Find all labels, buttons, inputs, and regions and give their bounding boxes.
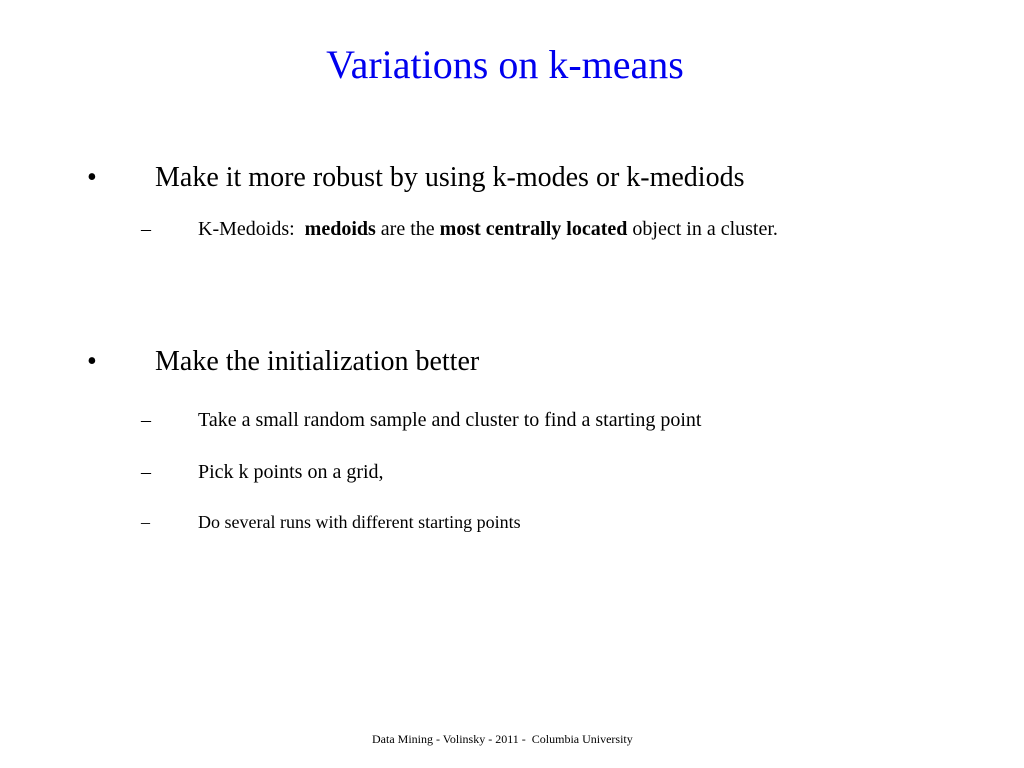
subitem-text: [198, 216, 778, 242]
slide-title: Variations on k-means: [326, 42, 684, 87]
dash-marker-icon: –: [141, 461, 151, 483]
subitem-segment: are the: [375, 218, 440, 240]
bullet-text: Make the initialization better: [155, 346, 480, 377]
slide-footer: Data Mining - Volinsky - 2011 - Columbia University: [372, 732, 633, 746]
dash-marker-icon: –: [141, 512, 150, 532]
subitem-segment-bold: medoids: [304, 218, 376, 240]
subitem-segment: K-Medoids:: [198, 218, 305, 240]
subitem-text: Do several runs with different starting points: [198, 512, 521, 532]
subitem-text: Take a small random sample and cluster to find a starting point: [198, 409, 702, 431]
subitem-segment-bold: most centrally located: [439, 218, 628, 240]
dash-marker-icon: –: [141, 409, 151, 431]
bullet-text: Make it more robust by using k-modes or k-mediods: [155, 162, 745, 193]
subitem-segment: object in a cluster.: [627, 218, 778, 240]
bullet-marker-icon: •: [87, 346, 97, 377]
bullet-marker-icon: •: [87, 162, 97, 193]
subitem-text: Pick k points on a grid,: [198, 461, 384, 483]
dash-marker-icon: –: [141, 218, 151, 240]
